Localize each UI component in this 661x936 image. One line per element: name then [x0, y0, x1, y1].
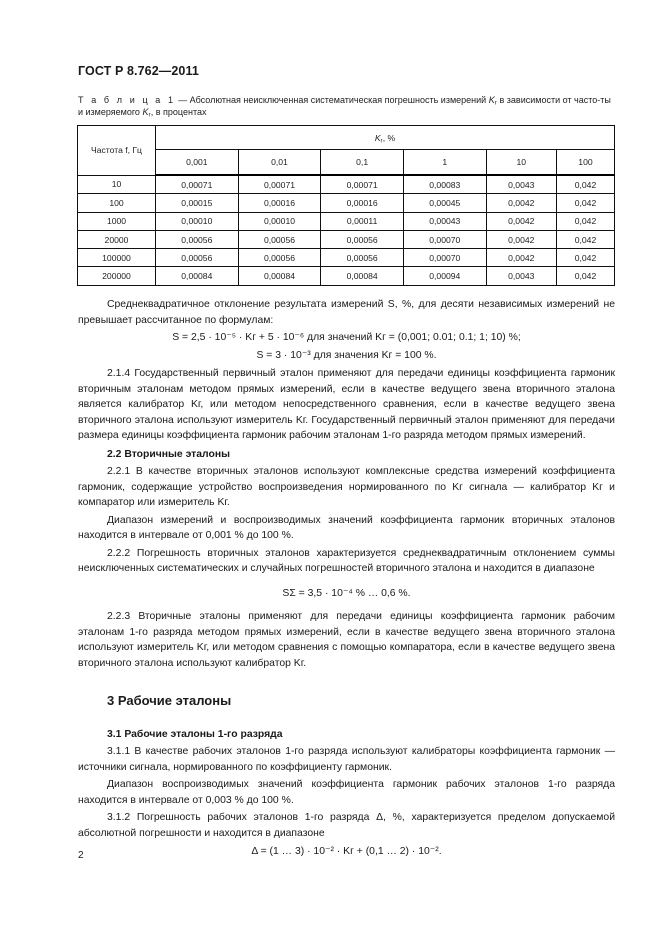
value-cell: 0,00043 [403, 212, 486, 230]
value-cell: 0,00083 [403, 175, 486, 194]
frequency-cell: 100 [78, 194, 156, 212]
kg-column-header: 0,1 [321, 150, 404, 176]
value-cell: 0,00056 [238, 230, 321, 248]
value-cell: 0,0043 [486, 267, 556, 285]
value-cell: 0,00056 [156, 230, 239, 248]
value-cell: 0,00094 [403, 267, 486, 285]
value-cell: 0,00045 [403, 194, 486, 212]
table-caption: Т а б л и ц а 1 — Абсолютная неисключенная систематическая погрешность измерений $K_г$ в зависимости от часто-ты и измеряемого $K_г$, в процентах [78, 95, 611, 119]
value-cell: 0,00010 [238, 212, 321, 230]
value-cell: 0,0042 [486, 212, 556, 230]
formula-delta: Δ = (1 … 3) · 10⁻² · Kг + (0,1 … 2) · 10⁻². [251, 846, 442, 857]
formula-s-high: S = 3 · 10⁻³ для значения Kг = 100 %. [256, 349, 437, 361]
kg-column-header: 10 [486, 150, 556, 176]
section-heading-3: 3 Рабочие эталоны [107, 693, 232, 708]
value-cell: 0,00071 [156, 175, 239, 194]
kg-column-header: 1 [403, 150, 486, 176]
value-cell: 0,00056 [321, 230, 404, 248]
value-cell: 0,00015 [156, 194, 239, 212]
frequency-cell: 20000 [78, 230, 156, 248]
value-cell: 0,00016 [238, 194, 321, 212]
paragraph-2-2-1: 2.2.1 В качестве вторичных эталонов используют комплексные средства измерений коэффициента гармоник, содержащие устройство воспроизведения нормированного по Kг сигнала — калибратор Kг и компаратор или измеритель Kг. [78, 466, 615, 508]
frequency-cell: 100000 [78, 249, 156, 267]
value-cell: 0,042 [556, 230, 614, 248]
value-cell: 0,00011 [321, 212, 404, 230]
frequency-column-header: Частота f, Гц [78, 126, 156, 176]
table-row [78, 175, 615, 194]
value-cell: 0,042 [556, 267, 614, 285]
page-number: 2 [78, 850, 84, 861]
value-cell: 0,00071 [321, 175, 404, 194]
error-table [77, 125, 615, 286]
value-cell: 0,00084 [156, 267, 239, 285]
value-cell: 0,042 [556, 194, 614, 212]
formula-s-sigma: SΣ = 3,5 · 10⁻⁴ % … 0,6 %. [282, 587, 411, 599]
kg-column-header: 0,01 [238, 150, 321, 176]
value-cell: 0,00084 [238, 267, 321, 285]
value-cell: 0,00056 [238, 249, 321, 267]
table-caption-label: Т а б л и ц а 1 [78, 95, 176, 105]
paragraph-range-working: Диапазон воспроизводимых значений коэффициента гармоник рабочих эталонов 1-го разряда находится в интервале от 0,003 % до 100 %. [78, 779, 615, 806]
frequency-cell: 10 [78, 175, 156, 194]
table-row [78, 230, 615, 248]
section-heading-2-2: 2.2 Вторичные эталоны [107, 448, 231, 460]
paragraph-std-dev: Среднеквадратичное отклонение результата измерений S, %, для десяти независимых измерений не превышает рассчитанное по формулам: [78, 299, 615, 326]
paragraph-3-1-2: 3.1.2 Погрешность рабочих эталонов 1-го разряда Δ, %, характеризуется пределом допускаемой абсолютной погрешности и находится в диапазоне [78, 812, 615, 839]
kg-column-header: 100 [556, 150, 614, 176]
table-header-row [78, 126, 615, 150]
table-subheader-row [78, 150, 615, 176]
value-cell: 0,00016 [321, 194, 404, 212]
table-row [78, 194, 615, 212]
value-cell: 0,042 [556, 175, 614, 194]
frequency-cell: 200000 [78, 267, 156, 285]
document-id-header: ГОСТ Р 8.762—2011 [78, 64, 199, 78]
value-cell: 0,00071 [238, 175, 321, 194]
value-cell: 0,00070 [403, 230, 486, 248]
paragraph-2-2-3: 2.2.3 Вторичные эталоны применяют для передачи единицы коэффициента гармоник рабочим эталонам 1-го разряда методом прямых измерений, если в качестве ведущего звена вторичного эталона используют измеритель Kг, или методом сравнения с помощью компаратора, если в качестве ведущего звена вторичного эталона используют калибратор Kг. [78, 611, 615, 669]
value-cell: 0,0043 [486, 175, 556, 194]
paragraph-range-secondary: Диапазон измерений и воспроизводимых значений коэффициента гармоник вторичных эталонов находится в интервале от 0,001 % до 100 %. [78, 514, 615, 541]
value-cell: 0,0042 [486, 230, 556, 248]
table-row [78, 267, 615, 285]
frequency-cell: 1000 [78, 212, 156, 230]
table-row [78, 249, 615, 267]
value-cell: 0,0042 [486, 249, 556, 267]
value-cell: 0,042 [556, 249, 614, 267]
value-cell: 0,00010 [156, 212, 239, 230]
section-heading-3-1: 3.1 Рабочие эталоны 1-го разряда [107, 728, 283, 740]
paragraph-3-1-1: 3.1.1 В качестве рабочих эталонов 1-го разряда используют калибраторы коэффициента гармоник — источники сигнала, нормированного по коэффициенту гармоник. [78, 746, 615, 773]
table-row [78, 212, 615, 230]
value-cell: 0,00070 [403, 249, 486, 267]
value-cell: 0,00056 [321, 249, 404, 267]
paragraph-2-1-4: 2.1.4 Государственный первичный эталон применяют для передачи единицы коэффициента гармоник вторичным эталонам методом прямых измерений, если в качестве ведущего звена вторичного эталона является калибратор Kг, или методом непосредственного сравнения, если в качестве ведущего звена вторичного эталона используют измеритель Kг. Государственный первичный эталон применяют для передачи размера единицы коэффициента гармоник рабочим эталонам 1-го разряда методом прямых измерений. [78, 368, 615, 441]
kg-column-header: 0,001 [156, 150, 239, 176]
paragraph-2-2-2: 2.2.2 Погрешность вторичных эталонов характеризуется среднеквадратичным отклонением суммы неисключенных систематических и случайных погрешностей вторичного эталона и находится в диапазоне [78, 547, 615, 574]
formula-s-low: S = 2,5 · 10⁻⁵ · Kг + 5 · 10⁻⁶ для значений Kг = (0,001; 0.01; 0.1; 1; 10) %; [172, 332, 521, 343]
kg-group-header: $K_г$, % [156, 126, 615, 150]
body-block-1 [78, 297, 615, 860]
value-cell: 0,00056 [156, 249, 239, 267]
value-cell: 0,042 [556, 212, 614, 230]
value-cell: 0,0042 [486, 194, 556, 212]
value-cell: 0,00084 [321, 267, 404, 285]
